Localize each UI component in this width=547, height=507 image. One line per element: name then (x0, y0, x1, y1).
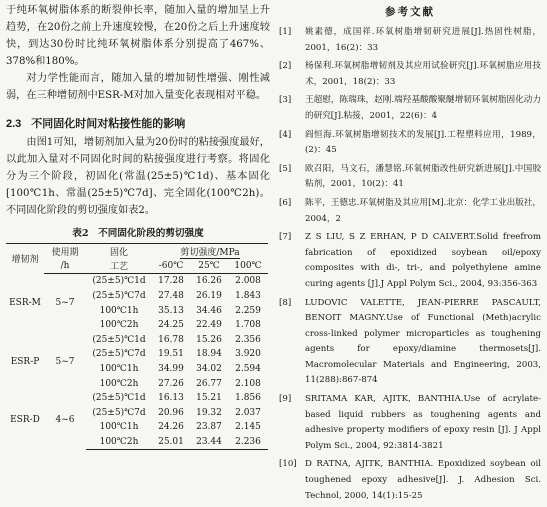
cell-cure: 100℃1h (99, 305, 139, 316)
header-agent: 增韧剂 (6, 244, 44, 274)
section-heading (6, 116, 270, 132)
references-title: 参考文献 (385, 6, 435, 18)
cell-agent: ESR-P (10, 356, 40, 367)
cell-period: 4~6 (55, 415, 75, 426)
cell-strength-v2: 26.77 (196, 378, 222, 389)
header-cure-sub: 工艺 (86, 259, 152, 274)
cell-strength-v3: 1.856 (235, 393, 261, 404)
reference-text: SRITAMA KAR, AJITK, BANTHIA.Use of acrylate-based liquid rubbers as toughening agents and adhesive property modifiers of epoxy resin [J]. J Appl Polym Sci., 2004, 92:3814-3821 (305, 394, 541, 451)
table-row (6, 333, 268, 348)
table-row (6, 274, 268, 289)
cell-strength-v3: 1.708 (235, 320, 261, 331)
cell-strength-v3: 2.037 (235, 407, 261, 418)
cell-strength-v3: 2.108 (235, 378, 261, 389)
cell-cure: 100℃2h (99, 378, 139, 389)
cell-cure: 100℃2h (99, 320, 139, 331)
cell-strength-v2: 22.49 (196, 320, 222, 331)
cell-period: 5~7 (55, 298, 75, 309)
cell-strength-v3: 1.843 (235, 291, 261, 302)
cell-strength-v1: 27.26 (158, 378, 184, 389)
cell-strength-v3: 2.236 (228, 435, 268, 450)
cell-strength-v2: 34.46 (196, 305, 222, 316)
cell-cure: (25±5)℃7d (92, 349, 146, 360)
table-caption: 表2 不同固化阶段的剪切强度 (72, 228, 204, 239)
curing-text: 由图1可知，增韧剂加入量为20份时的粘接强度最好，以此加入量对不同固化时间的粘接强度进行考察。将固化分为三个阶段，初固化(常温(25±5)℃1d)、基本固化[100℃1h、常温(25±5)℃7d]、完全固化(100℃2h)。不同固化阶段的剪切强度如表2。 (6, 137, 270, 216)
reference-number: [5] (279, 163, 292, 174)
intro-text: 于纯环氧树脂体系的断裂伸长率，随加入量的增加呈上升趋势，在20份之前上升速度较慢，在20份之后上升速度较快，到达30份时比纯环氧树脂体系分别提高了467%、378%和180%。 (6, 5, 270, 67)
header-period: 使用期 (44, 244, 86, 259)
cell-strength-v1: 35.13 (158, 305, 184, 316)
cell-strength-v2: 23.87 (196, 422, 222, 433)
header-temp-3: 100℃ (228, 259, 268, 274)
cell-cure: (25±5)℃1d (92, 276, 146, 287)
cell-strength-v2: 34.02 (196, 364, 222, 375)
header-cure: 固化 (86, 244, 152, 259)
reference-text: 欧召阳，马文石，潘慧铭.环氧树脂改性研究新进展[J].中国胶粘剂，2001，10(2)：41 (305, 163, 541, 190)
cell-strength-v3: 2.594 (235, 364, 261, 375)
cell-strength-v1: 17.28 (158, 276, 184, 287)
reference-text: Z S LIU, S Z ERHAN, P D CALVERT.Solid freefrom fabrication of epoxidized soybean oil/epoxy composites with di-, tri-, and polyethylene amine curing agents [J].J Appl Polym Sci., 2004, 93:356-363 (305, 232, 541, 289)
reference-item (279, 93, 541, 124)
reference-text: LUDOVIC VALETTE, JEAN-PIERRE PASCAULT, BENOIT MAGNY.Use of Functional (Meth)acrylic cross-linked polymer microparticles as toughening agents for epoxy/diamine thermosets[J]. Macromolecular Materials and Engineering, 2003, 11(288):867-874 (305, 297, 541, 386)
cell-strength-v2: 19.32 (196, 407, 222, 418)
header-period-unit: /h (44, 259, 86, 274)
reference-item (279, 457, 541, 504)
reference-item (279, 59, 541, 90)
cell-cure: (25±5)℃7d (92, 407, 146, 418)
cell-agent: ESR-D (10, 415, 40, 426)
cell-strength-v2: 15.21 (196, 393, 222, 404)
reference-item (279, 162, 541, 193)
reference-list (279, 25, 541, 504)
reference-number: [8] (279, 297, 292, 308)
curing-paragraph (6, 134, 270, 219)
reference-number: [7] (279, 232, 292, 243)
table-row (6, 391, 268, 406)
cell-strength-v1: 19.51 (158, 349, 184, 360)
cell-cure: 100℃1h (99, 364, 139, 375)
header-strength-label: 剪切强度/MPa (180, 247, 240, 258)
reference-item (279, 25, 541, 56)
reference-item (279, 230, 541, 292)
shear-strength-table (6, 243, 268, 450)
cell-strength-v2: 15.26 (196, 334, 222, 345)
reference-text: 陈平，王德忠.环氧树脂及其应用[M].北京：化学工业出版社，2004，2 (305, 197, 541, 224)
reference-number: [1] (279, 27, 292, 37)
reference-number: [3] (279, 95, 292, 106)
left-column (6, 2, 270, 450)
reference-number: [6] (279, 197, 292, 208)
cell-strength-v1: 20.96 (158, 407, 184, 418)
cell-cure: (25±5)℃1d (92, 334, 146, 345)
reference-number: [10] (279, 459, 297, 470)
reference-number: [4] (279, 129, 292, 140)
cell-cure: 100℃1h (99, 422, 139, 433)
reference-item (279, 196, 541, 227)
reference-item (279, 392, 541, 454)
mechanical-text: 对力学性能而言，随加入量的增加韧性增强、刚性减弱，在三种增韧剂中ESR-M对加入量变化表现相对平稳。 (6, 73, 270, 101)
header-temp-1: -60℃ (152, 259, 190, 274)
reference-text: 王超慰，陈瑞珠，赵刚.端羟基酸酸聚醚增韧环氧树脂固化动力的研究[J].粘接，2001，22(6)：4 (305, 95, 541, 121)
cell-cure: (25±5)℃7d (92, 291, 146, 302)
cell-strength-v3: 2.259 (235, 305, 261, 316)
cell-strength-v3: 2.008 (235, 276, 261, 287)
cell-strength-v2: 23.44 (190, 435, 228, 450)
reference-number: [2] (279, 61, 292, 72)
cell-strength-v2: 26.19 (196, 291, 222, 302)
table-body (6, 274, 268, 450)
cell-strength-v1: 24.25 (158, 320, 184, 331)
cell-strength-v2: 16.26 (196, 276, 222, 287)
header-strength (152, 244, 268, 259)
cell-strength-v1: 34.99 (158, 364, 184, 375)
cell-agent: ESR-M (9, 298, 41, 309)
reference-number: [9] (279, 394, 292, 405)
header-temp-2: 25℃ (190, 259, 228, 274)
reference-item (279, 128, 541, 159)
reference-text: 阎恒海.环氧树脂增韧技术的发展[J].工程塑料应用，1989，(2)：45 (305, 129, 541, 156)
cell-cure: (25±5)℃1d (92, 393, 146, 404)
reference-item (279, 296, 541, 390)
reference-text: 姚素德，成国祥.环氧树脂增韧研究进展[J].热固性树脂，2001，16(2)：33 (305, 27, 541, 53)
reference-text: 杨保利.环氧树脂增韧剂及其应用试验研究[J].环氧树脂应用技术，2001，18(2)：33 (305, 61, 541, 87)
cell-strength-v1: 16.13 (158, 393, 184, 404)
cell-strength-v2: 18.94 (196, 349, 222, 360)
cell-strength-v3: 2.145 (235, 422, 261, 433)
cell-strength-v3: 3.920 (235, 349, 261, 360)
cell-cure: 100℃2h (86, 435, 152, 450)
mechanical-paragraph (6, 70, 270, 104)
reference-text: D RATNA, AJITK, BANTHIA. Epoxidized soybean oil toughened epoxy adhesive[J]. J. Adhesion Sci. Technol, 2000, 14(1):15-25 (305, 459, 541, 501)
section-number: 2.3 (6, 118, 22, 130)
right-column (279, 2, 541, 507)
section-title: 不同固化时间对粘接性能的影响 (31, 117, 186, 130)
cell-strength-v1: 16.78 (158, 334, 184, 345)
cell-strength-v1: 25.01 (152, 435, 190, 450)
cell-strength-v1: 24.26 (158, 422, 184, 433)
cell-period: 5~7 (55, 356, 75, 367)
cell-strength-v1: 27.48 (158, 291, 184, 302)
cell-strength-v3: 2.356 (235, 334, 261, 345)
intro-paragraph (6, 2, 270, 70)
